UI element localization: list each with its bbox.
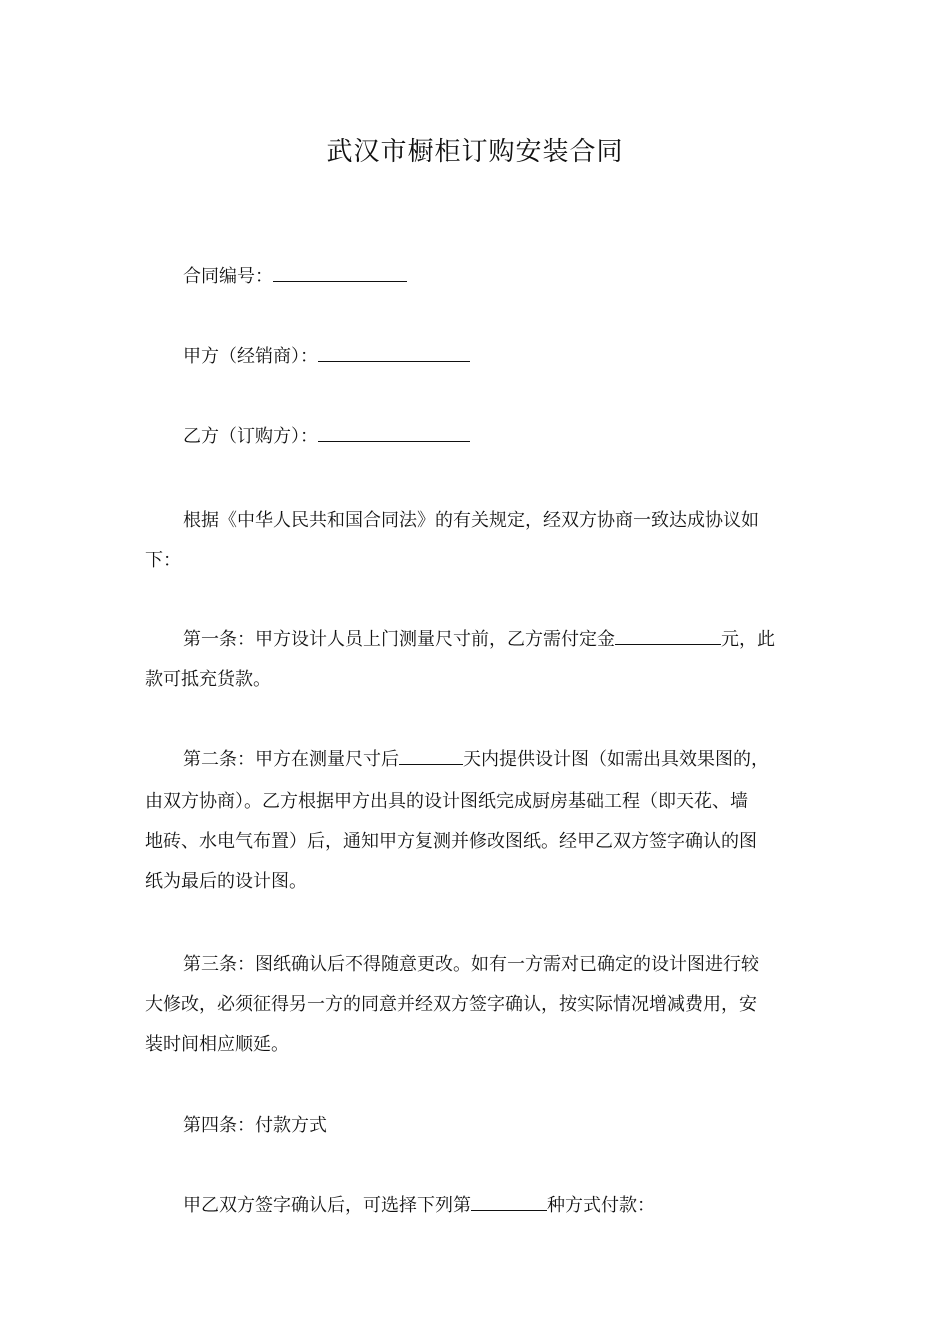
party-a-field (145, 337, 848, 377)
party-b-blank[interactable] (318, 423, 470, 442)
article-1-text-pre: 第一条：甲方设计人员上门测量尺寸前，乙方需付定金 (183, 629, 615, 650)
contract-number-blank[interactable] (273, 263, 407, 282)
article-4-line-1 (145, 1186, 848, 1226)
article-2-line-4: 纸为最后的设计图。 (145, 871, 307, 892)
payment-method-blank[interactable] (471, 1192, 547, 1211)
party-a-blank[interactable] (318, 343, 470, 362)
article-3-line-1: 第三条：图纸确认后不得随意更改。如有一方需对已确定的设计图进行较 (183, 954, 759, 975)
article-4-text-post: 种方式付款： (547, 1195, 655, 1216)
intro-line-2: 下： (145, 550, 181, 571)
article-4-text-pre: 甲乙双方签字确认后，可选择下列第 (183, 1195, 471, 1216)
document-title: 武汉市橱柜订购安装合同 (326, 137, 624, 167)
article-4-heading: 第四条：付款方式 (183, 1115, 327, 1136)
article-1-text-post: 元，此 (721, 629, 775, 650)
party-a-label: 甲方（经销商）： (183, 346, 318, 367)
deposit-amount-blank[interactable] (615, 626, 721, 645)
contract-number-field (145, 257, 848, 297)
design-days-blank[interactable] (399, 746, 463, 765)
article-2-text-post: 天内提供设计图（如需出具效果图的， (463, 749, 769, 770)
article-2-text-pre: 第二条：甲方在测量尺寸后 (183, 749, 399, 770)
party-b-field (145, 417, 848, 457)
article-1-line-2: 款可抵充货款。 (145, 669, 271, 690)
article-2-line-2: 由双方协商）。乙方根据甲方出具的设计图纸完成厨房基础工程（即天花、墙 (145, 791, 748, 812)
article-2-line-3: 地砖、水电气布置）后，通知甲方复测并修改图纸。经甲乙双方签字确认的图 (145, 831, 757, 852)
article-2-line-1 (145, 740, 848, 780)
article-3-line-3: 装时间相应顺延。 (145, 1034, 289, 1055)
article-3-line-2: 大修改，必须征得另一方的同意并经双方签字确认，按实际情况增减费用，安 (145, 994, 757, 1015)
party-b-label: 乙方（订购方）： (183, 426, 318, 447)
intro-line-1: 根据《中华人民共和国合同法》的有关规定，经双方协商一致达成协议如 (183, 510, 759, 531)
article-1-line-1 (145, 620, 848, 660)
contract-number-label: 合同编号： (183, 266, 273, 287)
